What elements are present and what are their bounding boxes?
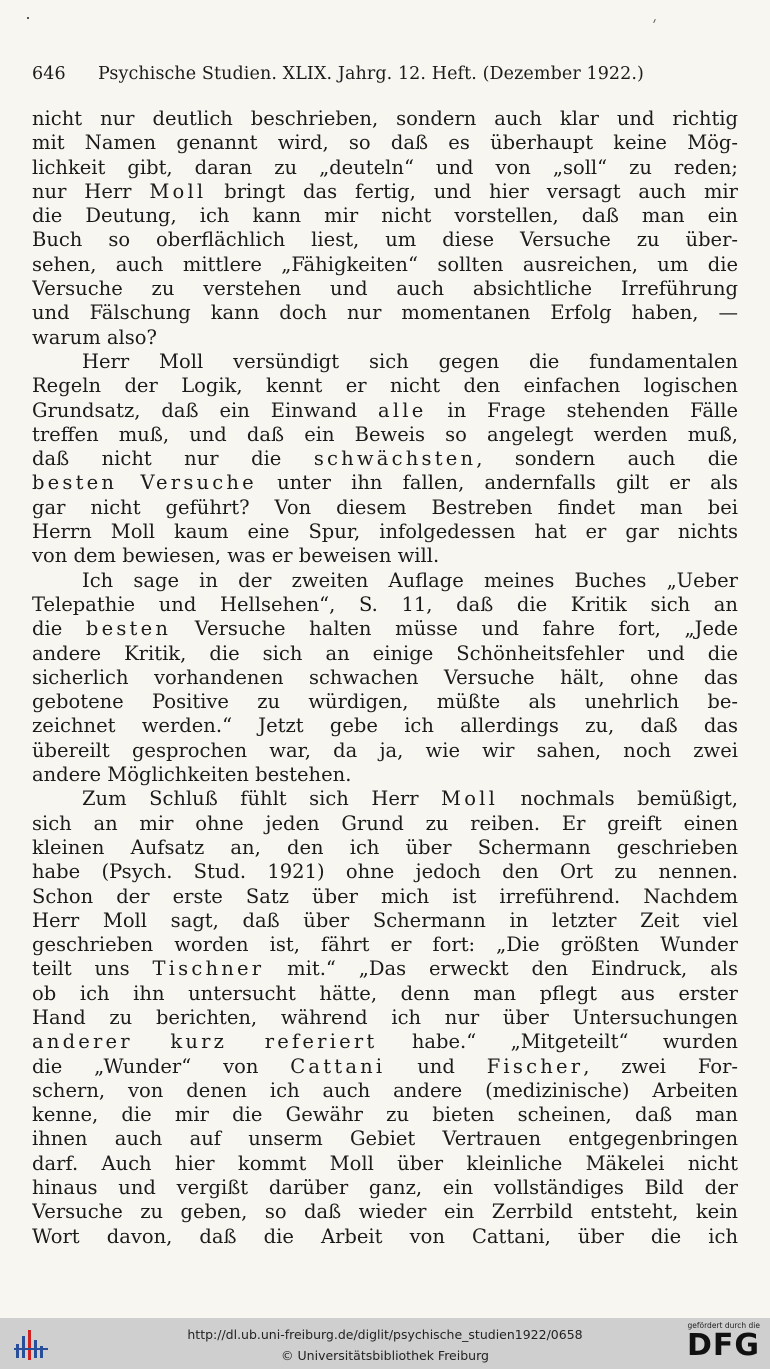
text-run: die Deutung, ich kann mir nicht vorstellen, daß man ein — [32, 204, 738, 228]
text-run: mit Namen genannt wird, so daß es überhaupt keine Mög- — [32, 131, 738, 155]
text-run: ihnen auch auf unserm Gebiet Vertrauen entgegenbringen — [32, 1127, 738, 1151]
text-line — [32, 1030, 738, 1054]
text-line — [32, 301, 738, 325]
text-run: schern, von denen ich auch andere (medizinische) Arbeiten — [32, 1078, 738, 1102]
text-line — [32, 1103, 738, 1127]
text-line — [32, 350, 738, 374]
spaced-emphasis: Moll — [441, 787, 499, 811]
text-run: andere Möglichkeiten bestehen. — [32, 763, 352, 787]
text-run: sicherlich vorhandenen schwachen Versuche hält, ohne das — [32, 665, 738, 689]
text-run: und — [385, 1054, 487, 1078]
text-line — [32, 131, 738, 155]
spaced-emphasis: besten — [85, 617, 172, 641]
text-line — [32, 982, 738, 1006]
text-line — [32, 714, 738, 738]
text-run: nochmals bemüßigt, — [498, 787, 738, 811]
text-run: treffen muß, und daß ein Beweis so angelegt werden muß, — [32, 422, 738, 446]
text-line — [32, 1006, 738, 1030]
text-line — [32, 787, 738, 811]
text-line — [32, 617, 738, 641]
dfg-funding-label: gefördert durch die — [687, 1321, 760, 1330]
text-run: Herrn Moll kaum eine Spur, infolgedessen hat er gar nichts — [32, 520, 738, 544]
text-run: Versuche zu verstehen und auch absichtliche Irreführung — [32, 277, 738, 301]
copyright-notice: © Universitätsbibliothek Freiburg — [281, 1348, 489, 1363]
text-run: kenne, die mir die Gewähr zu bieten scheinen, daß man — [32, 1103, 738, 1127]
text-line — [32, 666, 738, 690]
text-run: in Frage stehenden Fälle — [426, 398, 738, 422]
running-title: Psychische Studien. XLIX. Jahrg. 12. Heft. (Dezember 1922.) — [98, 64, 644, 84]
text-run: lichkeit gibt, daran zu „deuteln“ und von „soll“ zu reden; — [32, 155, 738, 179]
text-line — [32, 957, 738, 981]
text-line — [32, 739, 738, 763]
text-line — [32, 496, 738, 520]
text-run: die „Wunder“ von — [32, 1054, 291, 1078]
text-run: , zwei For- — [583, 1054, 738, 1078]
text-line — [32, 836, 738, 860]
text-line — [32, 1152, 738, 1176]
text-run: Herr Moll sagt, daß über Schermann in letzter Zeit viel — [32, 908, 738, 932]
page-number: 646 — [32, 64, 66, 84]
text-line — [32, 544, 738, 568]
text-run: habe (Psych. Stud. 1921) ohne jedoch den Ort zu nennen. — [32, 860, 738, 884]
text-line — [32, 860, 738, 884]
text-run: Telepathie und Hellsehen“, S. 11, daß die Kritik sich an — [32, 592, 738, 616]
text-run: Schon der erste Satz über mich ist irreführend. Nachdem — [32, 884, 738, 908]
text-run: geschrieben worden ist, fährt er fort: „Die größten Wunder — [32, 933, 738, 957]
text-run: bringt das fertig, und hier versagt auch mir — [206, 179, 738, 203]
text-line — [32, 107, 738, 131]
spaced-emphasis: Moll — [149, 179, 207, 203]
body-text — [32, 107, 738, 1249]
text-line — [32, 885, 738, 909]
text-run: sich an mir ohne jeden Grund zu reiben. Er greift einen — [32, 811, 738, 835]
text-run: daß nicht nur die — [32, 447, 314, 471]
text-run: Buch so oberflächlich liest, um diese Versuche zu über- — [32, 228, 738, 252]
text-line — [32, 374, 738, 398]
text-line — [32, 1127, 738, 1151]
text-run: Zum Schluß fühlt sich Herr — [82, 787, 442, 811]
text-run: gar nicht geführt? Von diesem Bestreben findet man bei — [32, 495, 738, 519]
scan-speck — [27, 17, 29, 19]
spaced-emphasis: alle — [378, 398, 427, 422]
text-run: Grundsatz, daß ein Einwand — [32, 398, 379, 422]
text-run: Wort davon, daß die Arbeit von Cattani, über die ich — [32, 1224, 738, 1248]
text-run: von dem bewiesen, was er beweisen will. — [32, 544, 440, 568]
text-line — [32, 593, 738, 617]
spaced-emphasis: schwächsten — [313, 447, 477, 471]
text-run: gebotene Positive zu würdigen, müßte als unehrlich be- — [32, 690, 738, 714]
text-run: sehen, auch mittlere „Fähigkeiten“ sollten ausreichen, um die — [32, 252, 738, 276]
text-line — [32, 569, 738, 593]
text-run: unter ihn fallen, andernfalls gilt er als — [256, 471, 738, 495]
text-run: Ich sage in der zweiten Auflage meines Buches „Ueber — [82, 568, 738, 592]
text-line — [32, 1176, 738, 1200]
text-run: darf. Auch hier kommt Moll über kleinliche Mäkelei nicht — [32, 1151, 738, 1175]
text-run: andere Kritik, die sich an einige Schönheitsfehler und die — [32, 641, 738, 665]
text-run: zeichnet werden.“ Jetzt gebe ich allerdings zu, daß das — [32, 714, 738, 738]
text-run: teilt uns — [32, 957, 153, 981]
text-line — [32, 423, 738, 447]
text-line — [32, 812, 738, 836]
text-line — [32, 1225, 738, 1249]
text-line — [32, 520, 738, 544]
text-run: Regeln der Logik, kennt er nicht den einfachen logischen — [32, 374, 738, 398]
text-line — [32, 326, 738, 350]
text-line — [32, 253, 738, 277]
spaced-emphasis: Tischner — [152, 957, 265, 981]
dfg-logo — [678, 1322, 760, 1366]
text-line — [32, 204, 738, 228]
text-line — [32, 277, 738, 301]
spaced-emphasis: anderer kurz referiert — [32, 1030, 378, 1054]
text-run: mit.“ „Das erweckt den Eindruck, als — [264, 957, 738, 981]
viewer-footer — [0, 1318, 770, 1369]
dfg-wordmark: DFG — [686, 1328, 760, 1363]
text-line — [32, 1200, 738, 1224]
spaced-emphasis: besten Versuche — [32, 471, 257, 495]
spaced-emphasis: Cattani — [290, 1054, 386, 1078]
text-run: Versuche zu geben, so daß wieder ein Zerrbild entsteht, kein — [32, 1200, 738, 1224]
text-line — [32, 909, 738, 933]
text-run: warum also? — [32, 325, 157, 349]
text-run: die — [32, 617, 86, 641]
text-line — [32, 1079, 738, 1103]
text-line — [32, 228, 738, 252]
text-run: habe.“ „Mitgeteilt“ wurden — [377, 1030, 738, 1054]
text-line — [32, 447, 738, 471]
text-run: hinaus und vergißt darüber ganz, ein vollständiges Bild der — [32, 1176, 738, 1200]
text-line — [32, 1055, 738, 1079]
text-run: , sondern auch die — [476, 447, 738, 471]
text-run: kleinen Aufsatz an, den ich über Schermann geschrieben — [32, 835, 738, 859]
text-line — [32, 642, 738, 666]
scan-speck — [653, 19, 656, 23]
text-run: Versuche halten müsse und fahre fort, „Jede — [171, 617, 738, 641]
running-header — [32, 64, 738, 84]
text-run: und Fälschung kann doch nur momentanen Erfolg haben, — — [32, 301, 738, 325]
text-run: Hand zu berichten, während ich nur über Untersuchungen — [32, 1005, 738, 1029]
text-line — [32, 399, 738, 423]
text-run: nicht nur deutlich beschrieben, sondern auch klar und richtig — [32, 107, 738, 130]
text-line — [32, 763, 738, 787]
text-run: Herr Moll versündigt sich gegen die fundamentalen — [82, 349, 738, 373]
text-line — [32, 690, 738, 714]
text-line — [32, 156, 738, 180]
spaced-emphasis: Fischer — [486, 1054, 584, 1078]
text-line — [32, 180, 738, 204]
text-line — [32, 933, 738, 957]
text-run: nur Herr — [32, 179, 150, 203]
text-run: ob ich ihn untersucht hätte, denn man pflegt aus erster — [32, 981, 738, 1005]
text-run: übereilt gesprochen war, da ja, wie wir sahen, noch zwei — [32, 738, 738, 762]
document-url[interactable]: http://dl.ub.uni-freiburg.de/diglit/psychische_studien1922/0658 — [187, 1327, 583, 1342]
text-line — [32, 471, 738, 495]
